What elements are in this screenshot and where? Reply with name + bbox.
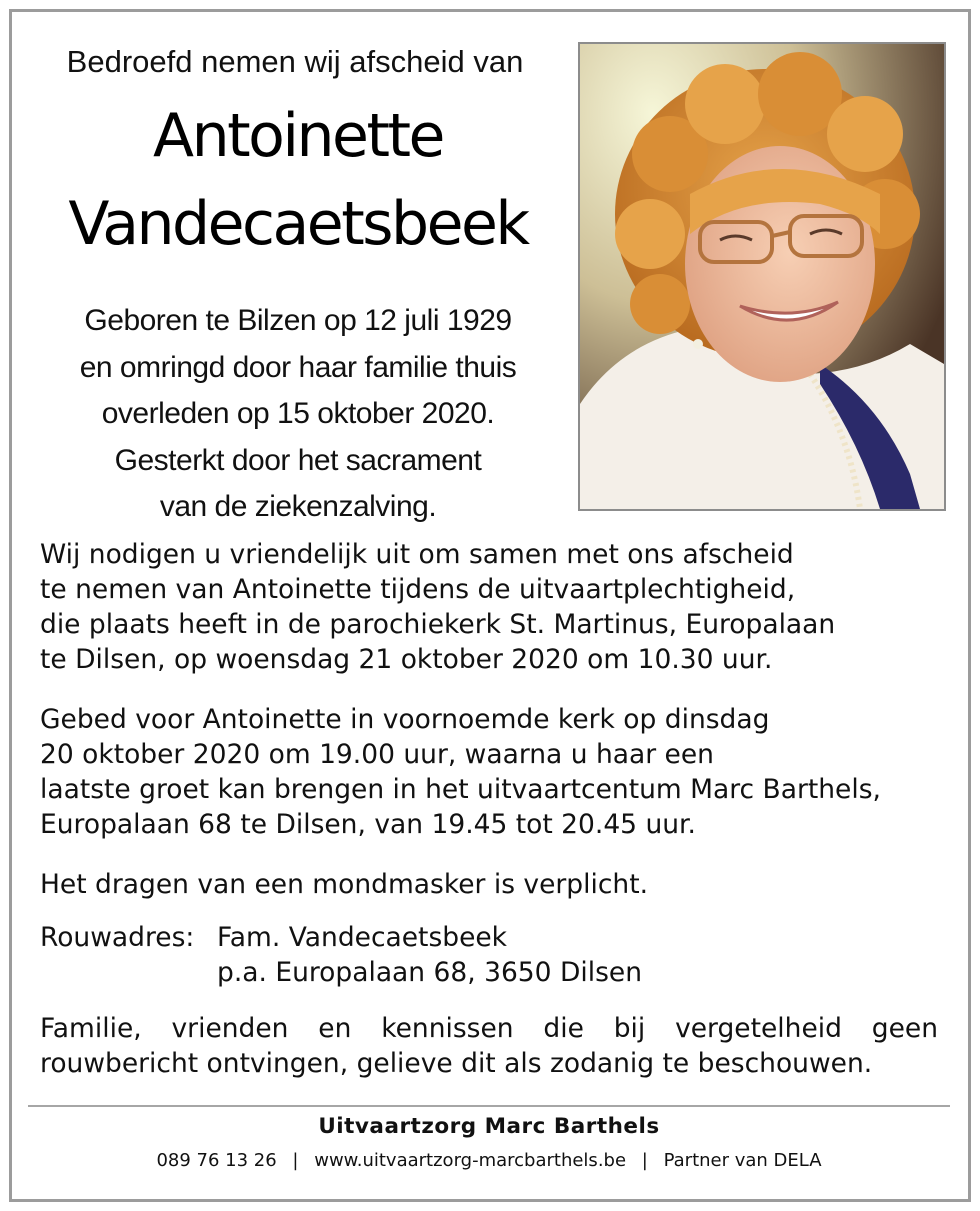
- address-line-2: p.a. Europalaan 68, 3650 Dilsen: [217, 957, 642, 988]
- text-line: Europalaan 68 te Dilsen, van 19.45 tot 20.45 uur.: [40, 809, 696, 840]
- portrait-photo: [578, 42, 946, 511]
- separator: |: [292, 1150, 299, 1171]
- text-line: te nemen van Antoinette tijdens de uitvaartplechtigheid,: [40, 574, 796, 605]
- birth-line: Gesterkt door het sacrament: [114, 443, 482, 477]
- first-name: Antoinette: [153, 101, 443, 171]
- separator: |: [641, 1150, 648, 1171]
- birth-line: Geboren te Bilzen op 12 juli 1929: [84, 304, 512, 337]
- text-line: 20 oktober 2020 om 19.00 uur, waarna u haar een: [40, 739, 714, 770]
- text-line: die plaats heeft in de parochiekerk St. Martinus, Europalaan: [40, 609, 836, 640]
- mourning-address: [40, 920, 938, 990]
- address-label: Rouwadres:: [40, 922, 195, 953]
- text-line: Wij nodigen u vriendelijk uit om samen met ons afscheid: [40, 539, 794, 570]
- partner-text: Partner van DELA: [663, 1150, 822, 1171]
- last-name: Vandecaetsbeek: [68, 189, 528, 259]
- closing-paragraph: [40, 1011, 938, 1081]
- text-line: laatste groet kan brengen in het uitvaartcentum Marc Barthels,: [40, 774, 881, 805]
- deceased-name: [28, 92, 568, 268]
- footer-divider: [28, 1105, 950, 1107]
- portrait-illustration: [580, 44, 944, 509]
- invitation-paragraph: [40, 537, 938, 677]
- phone-number: 089 76 13 26: [156, 1150, 277, 1171]
- text-line: rouwbericht ontvingen, gelieve dit als zodanig te beschouwen.: [40, 1048, 873, 1079]
- address-line-1: Fam. Vandecaetsbeek: [217, 922, 508, 953]
- text-line: Gebed voor Antoinette in voornoemde kerk op dinsdag: [40, 704, 770, 735]
- intro-text: Bedroefd nemen wij afscheid van: [66, 44, 524, 79]
- funeral-home-contact: [28, 1150, 950, 1171]
- birth-line: overleden op 15 oktober 2020.: [101, 397, 495, 430]
- prayer-paragraph: [40, 702, 938, 842]
- text-line: Familie, vrienden en kennissen die bij vergetelheid geen: [40, 1013, 938, 1044]
- website-link[interactable]: www.uitvaartzorg-marcbarthels.be: [314, 1150, 627, 1171]
- mask-notice: Het dragen van een mondmasker is verplicht.: [40, 869, 649, 900]
- birth-line: van de ziekenzalving.: [159, 490, 437, 523]
- birth-line: en omringd door haar familie thuis: [79, 350, 517, 384]
- text-line: te Dilsen, op woensdag 21 oktober 2020 om 10.30 uur.: [40, 644, 773, 675]
- birth-death-info: [40, 298, 556, 531]
- funeral-home-name: Uitvaartzorg Marc Barthels: [318, 1114, 660, 1139]
